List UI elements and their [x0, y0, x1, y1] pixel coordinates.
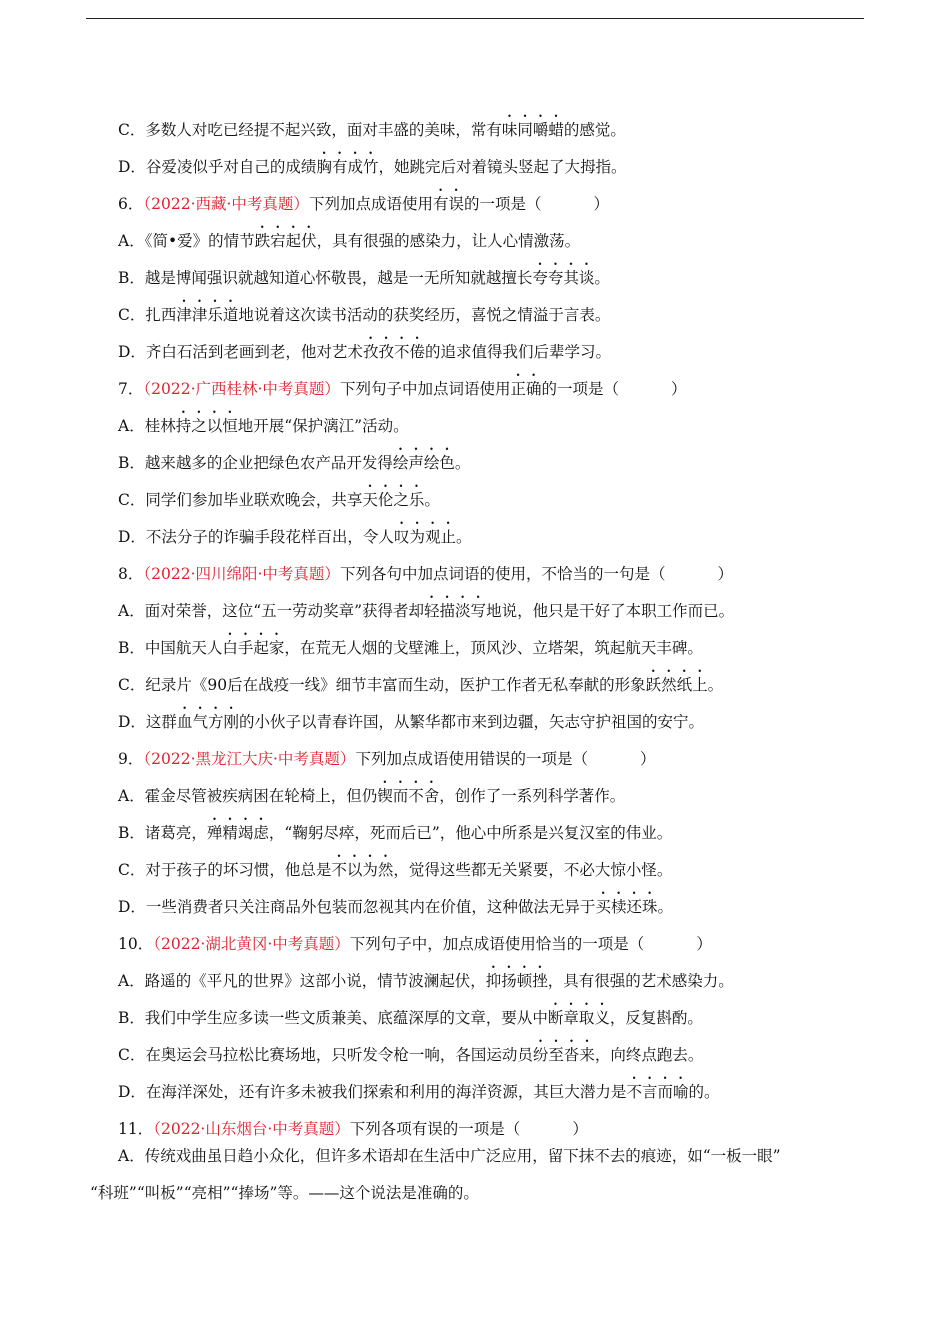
- answer-option-paragraph: [90, 1138, 863, 1212]
- answer-option: [118, 815, 863, 852]
- question-source: （2022·黑龙江大庆·中考真题）: [143, 750, 356, 768]
- line-text: D．一些消费者只关注商品外包装而忽视其内在价值，这种做法无异于: [118, 898, 596, 916]
- line-text: ，“鞠躬尽瘁，死而后已”，他心中所系是兴复汉室的伟业。: [268, 824, 673, 842]
- line-text: C．对于孩子的坏习惯，他总是: [118, 861, 332, 879]
- emphasized-phrase: 跌宕起伏: [254, 232, 317, 250]
- answer-option: [118, 852, 863, 889]
- line-text: A．霍金尽管被疾病困在轮椅上，但仍: [118, 787, 378, 805]
- question-number: 8．: [118, 565, 144, 583]
- emphasized-phrase: 买椟还珠: [595, 898, 658, 916]
- closing-paren: ）: [593, 195, 609, 213]
- closing-paren: ）: [639, 750, 656, 768]
- line-text: 地开展“保护漓江”活动。: [237, 417, 409, 435]
- answer-option: [118, 963, 863, 1000]
- emphasized-phrase: 绘声绘色: [392, 454, 455, 472]
- answer-option: [118, 1000, 863, 1037]
- line-text: B．中国航天人: [118, 639, 223, 657]
- line-text: ，反复斟酌。: [609, 1009, 703, 1027]
- question-source: （2022·湖北黄冈·中考真题）: [153, 935, 350, 953]
- question-source: （2022·四川绵阳·中考真题）: [143, 565, 340, 583]
- line-text: ，具有很强的艺术感染力。: [547, 972, 734, 990]
- line-text: 。: [454, 454, 471, 472]
- line-text: 的感觉。: [563, 121, 626, 139]
- question-number: 10．: [118, 935, 154, 953]
- line-text: C．同学们参加毕业联欢晚会，共享: [118, 491, 363, 509]
- line-text: 下列句子中加点词语使用: [339, 380, 511, 398]
- answer-option: [118, 445, 863, 482]
- question-number: 9．: [118, 750, 144, 768]
- line-text: 下列各句中加点词语的使用，不恰当的一句是（: [339, 565, 666, 583]
- line-text: 地说，他只是干好了本职工作而已。: [486, 602, 735, 620]
- emphasized-phrase: 胸有成竹: [316, 158, 379, 176]
- question-stem: [118, 556, 863, 593]
- answer-option: [118, 1074, 863, 1111]
- line-text: 下列加点成语使用: [308, 195, 433, 213]
- answer-option: [118, 593, 863, 630]
- question-source: （2022·西藏·中考真题）: [143, 195, 309, 213]
- line-text: ，创作了一系列科学著作。: [439, 787, 626, 805]
- line-text: 下列句子中，加点成语使用恰当的一项是（: [349, 935, 645, 953]
- emphasized-phrase: 持之以恒: [175, 417, 238, 435]
- paragraph-line-1: A．传统戏曲虽日趋小众化，但许多术语却在生活中广泛应用，留下抹不去的痕迹，如“一板一眼”: [118, 1147, 781, 1165]
- line-text: C．多数人对吃已经提不起兴致，面对丰盛的美味，常有: [118, 121, 502, 139]
- emphasized-phrase: 不以为然: [331, 861, 394, 879]
- question-stem: [118, 741, 863, 778]
- question-stem: [118, 371, 863, 408]
- answer-option: [118, 482, 863, 519]
- line-text: D．谷爱凌似乎对自己的成绩: [118, 158, 317, 176]
- emphasized-phrase: 夸夸其谈: [532, 269, 595, 287]
- line-text: ，她跳完后对着镜头竖起了大拇指。: [378, 158, 627, 176]
- question-list: [118, 112, 863, 1148]
- answer-option: [118, 1037, 863, 1074]
- emphasized-phrase: 殚精竭虑: [206, 824, 269, 842]
- answer-option: [118, 223, 863, 260]
- paragraph-line-2: “科班”“叫板”“亮相”“捧场”等。——这个说法是准确的。: [90, 1184, 479, 1202]
- line-text: 。: [424, 491, 440, 509]
- closing-paren: ）: [572, 1120, 588, 1138]
- line-text: C．扎西: [118, 306, 177, 324]
- line-text: 的。: [688, 1083, 720, 1101]
- emphasized-phrase: 锲而不舍: [377, 787, 440, 805]
- line-text: 。: [455, 528, 472, 546]
- line-text: 。: [594, 269, 610, 287]
- answer-option: [118, 408, 863, 445]
- line-text: ，向终点跑去。: [594, 1046, 704, 1064]
- emphasized-phrase: 抑扬顿挫: [485, 972, 548, 990]
- answer-option: [118, 667, 863, 704]
- emphasized-phrase: 味同嚼蜡: [501, 121, 564, 139]
- emphasized-phrase: 孜孜不倦: [362, 343, 425, 361]
- question-number: 7．: [118, 380, 144, 398]
- answer-option: [118, 519, 863, 556]
- answer-option: [118, 297, 863, 334]
- line-text: 的小伙子以青春许国，从繁华都市来到边疆，矢志守护祖国的安宁。: [238, 713, 704, 731]
- line-text: A．路遥的《平凡的世界》这部小说，情节波澜起伏，: [118, 972, 486, 990]
- line-text: ，在荒无人烟的戈壁滩上，顶风沙、立塔架，筑起航天丰碑。: [284, 639, 703, 657]
- header-rule: [86, 18, 864, 19]
- emphasized-phrase: 叹为观止: [393, 528, 456, 546]
- answer-option: [118, 149, 863, 186]
- question-stem: [118, 186, 863, 223]
- line-text: 地说着这次读书活动的获奖经历，喜悦之情溢于言表。: [238, 306, 611, 324]
- line-text: 的一项是（: [541, 380, 619, 398]
- line-text: B．我们中学生应多读一些文质兼美、底蕴深厚的文章，要从中: [118, 1009, 548, 1027]
- answer-option: [118, 260, 863, 297]
- line-text: ，觉得这些都无关紧要，不必大惊小怪。: [393, 861, 673, 879]
- question-number: 11．: [118, 1120, 154, 1138]
- answer-option: [118, 704, 863, 741]
- line-text: B．越是博闻强识就越知道心怀敬畏，越是一无所知就越擅长: [118, 269, 533, 287]
- line-text: 。: [657, 898, 673, 916]
- line-text: ，具有很强的感染力，让人心情激荡。: [316, 232, 581, 250]
- answer-option: [118, 778, 863, 815]
- line-text: 下列加点成语使用错误的一项是（: [355, 750, 588, 768]
- answer-option: [118, 334, 863, 371]
- line-text: A．桂林: [118, 417, 176, 435]
- emphasized-phrase: 不言而喻: [626, 1083, 689, 1101]
- emphasized-phrase: 正确: [510, 380, 542, 398]
- closing-paren: ）: [670, 380, 687, 398]
- emphasized-phrase: 天伦之乐: [362, 491, 425, 509]
- line-text: 。: [707, 676, 724, 694]
- line-text: 的追求值得我们后辈学习。: [424, 343, 611, 361]
- emphasized-phrase: 跃然纸上: [645, 676, 708, 694]
- line-text: D．这群: [118, 713, 177, 731]
- emphasized-phrase: 轻描淡写: [424, 602, 487, 620]
- emphasized-phrase: 津津乐道: [176, 306, 239, 324]
- question-number: 6．: [118, 195, 144, 213]
- closing-paren: ）: [696, 935, 712, 953]
- line-text: 的一项是（: [463, 195, 542, 213]
- question-source: （2022·山东烟台·中考真题）: [153, 1120, 350, 1138]
- line-text: C．纪录片《90后在战疫一线》细节丰富而生动，医护工作者无私奉献的形象: [118, 676, 646, 694]
- answer-option: [118, 630, 863, 667]
- question-stem: [118, 926, 863, 963]
- emphasized-phrase: 白手起家: [222, 639, 285, 657]
- line-text: B．诸葛亮，: [118, 824, 207, 842]
- emphasized-phrase: 血气方刚: [176, 713, 239, 731]
- line-text: D．齐白石活到老画到老，他对艺术: [118, 343, 363, 361]
- answer-option: [118, 112, 863, 149]
- line-text: A．面对荣誉，这位“五一劳动奖章”获得者却: [118, 602, 425, 620]
- line-text: 下列各项有误的一项是（: [349, 1120, 521, 1138]
- emphasized-phrase: 纷至沓来: [532, 1046, 595, 1064]
- line-text: B．越来越多的企业把绿色农产品开发得: [118, 454, 393, 472]
- line-text: A．《简•爱》的情节: [118, 232, 255, 250]
- answer-option: [118, 889, 863, 926]
- emphasized-phrase: 断章取义: [547, 1009, 610, 1027]
- line-text: D．不法分子的诈骗手段花样百出，令人: [118, 528, 394, 546]
- line-text: D．在海洋深处，还有许多未被我们探索和利用的海洋资源，其巨大潜力是: [118, 1083, 627, 1101]
- emphasized-phrase: 有误: [432, 195, 464, 213]
- line-text: C．在奥运会马拉松比赛场地，只听发令枪一响，各国运动员: [118, 1046, 533, 1064]
- question-source: （2022·广西桂林·中考真题）: [143, 380, 340, 398]
- closing-paren: ）: [717, 565, 733, 583]
